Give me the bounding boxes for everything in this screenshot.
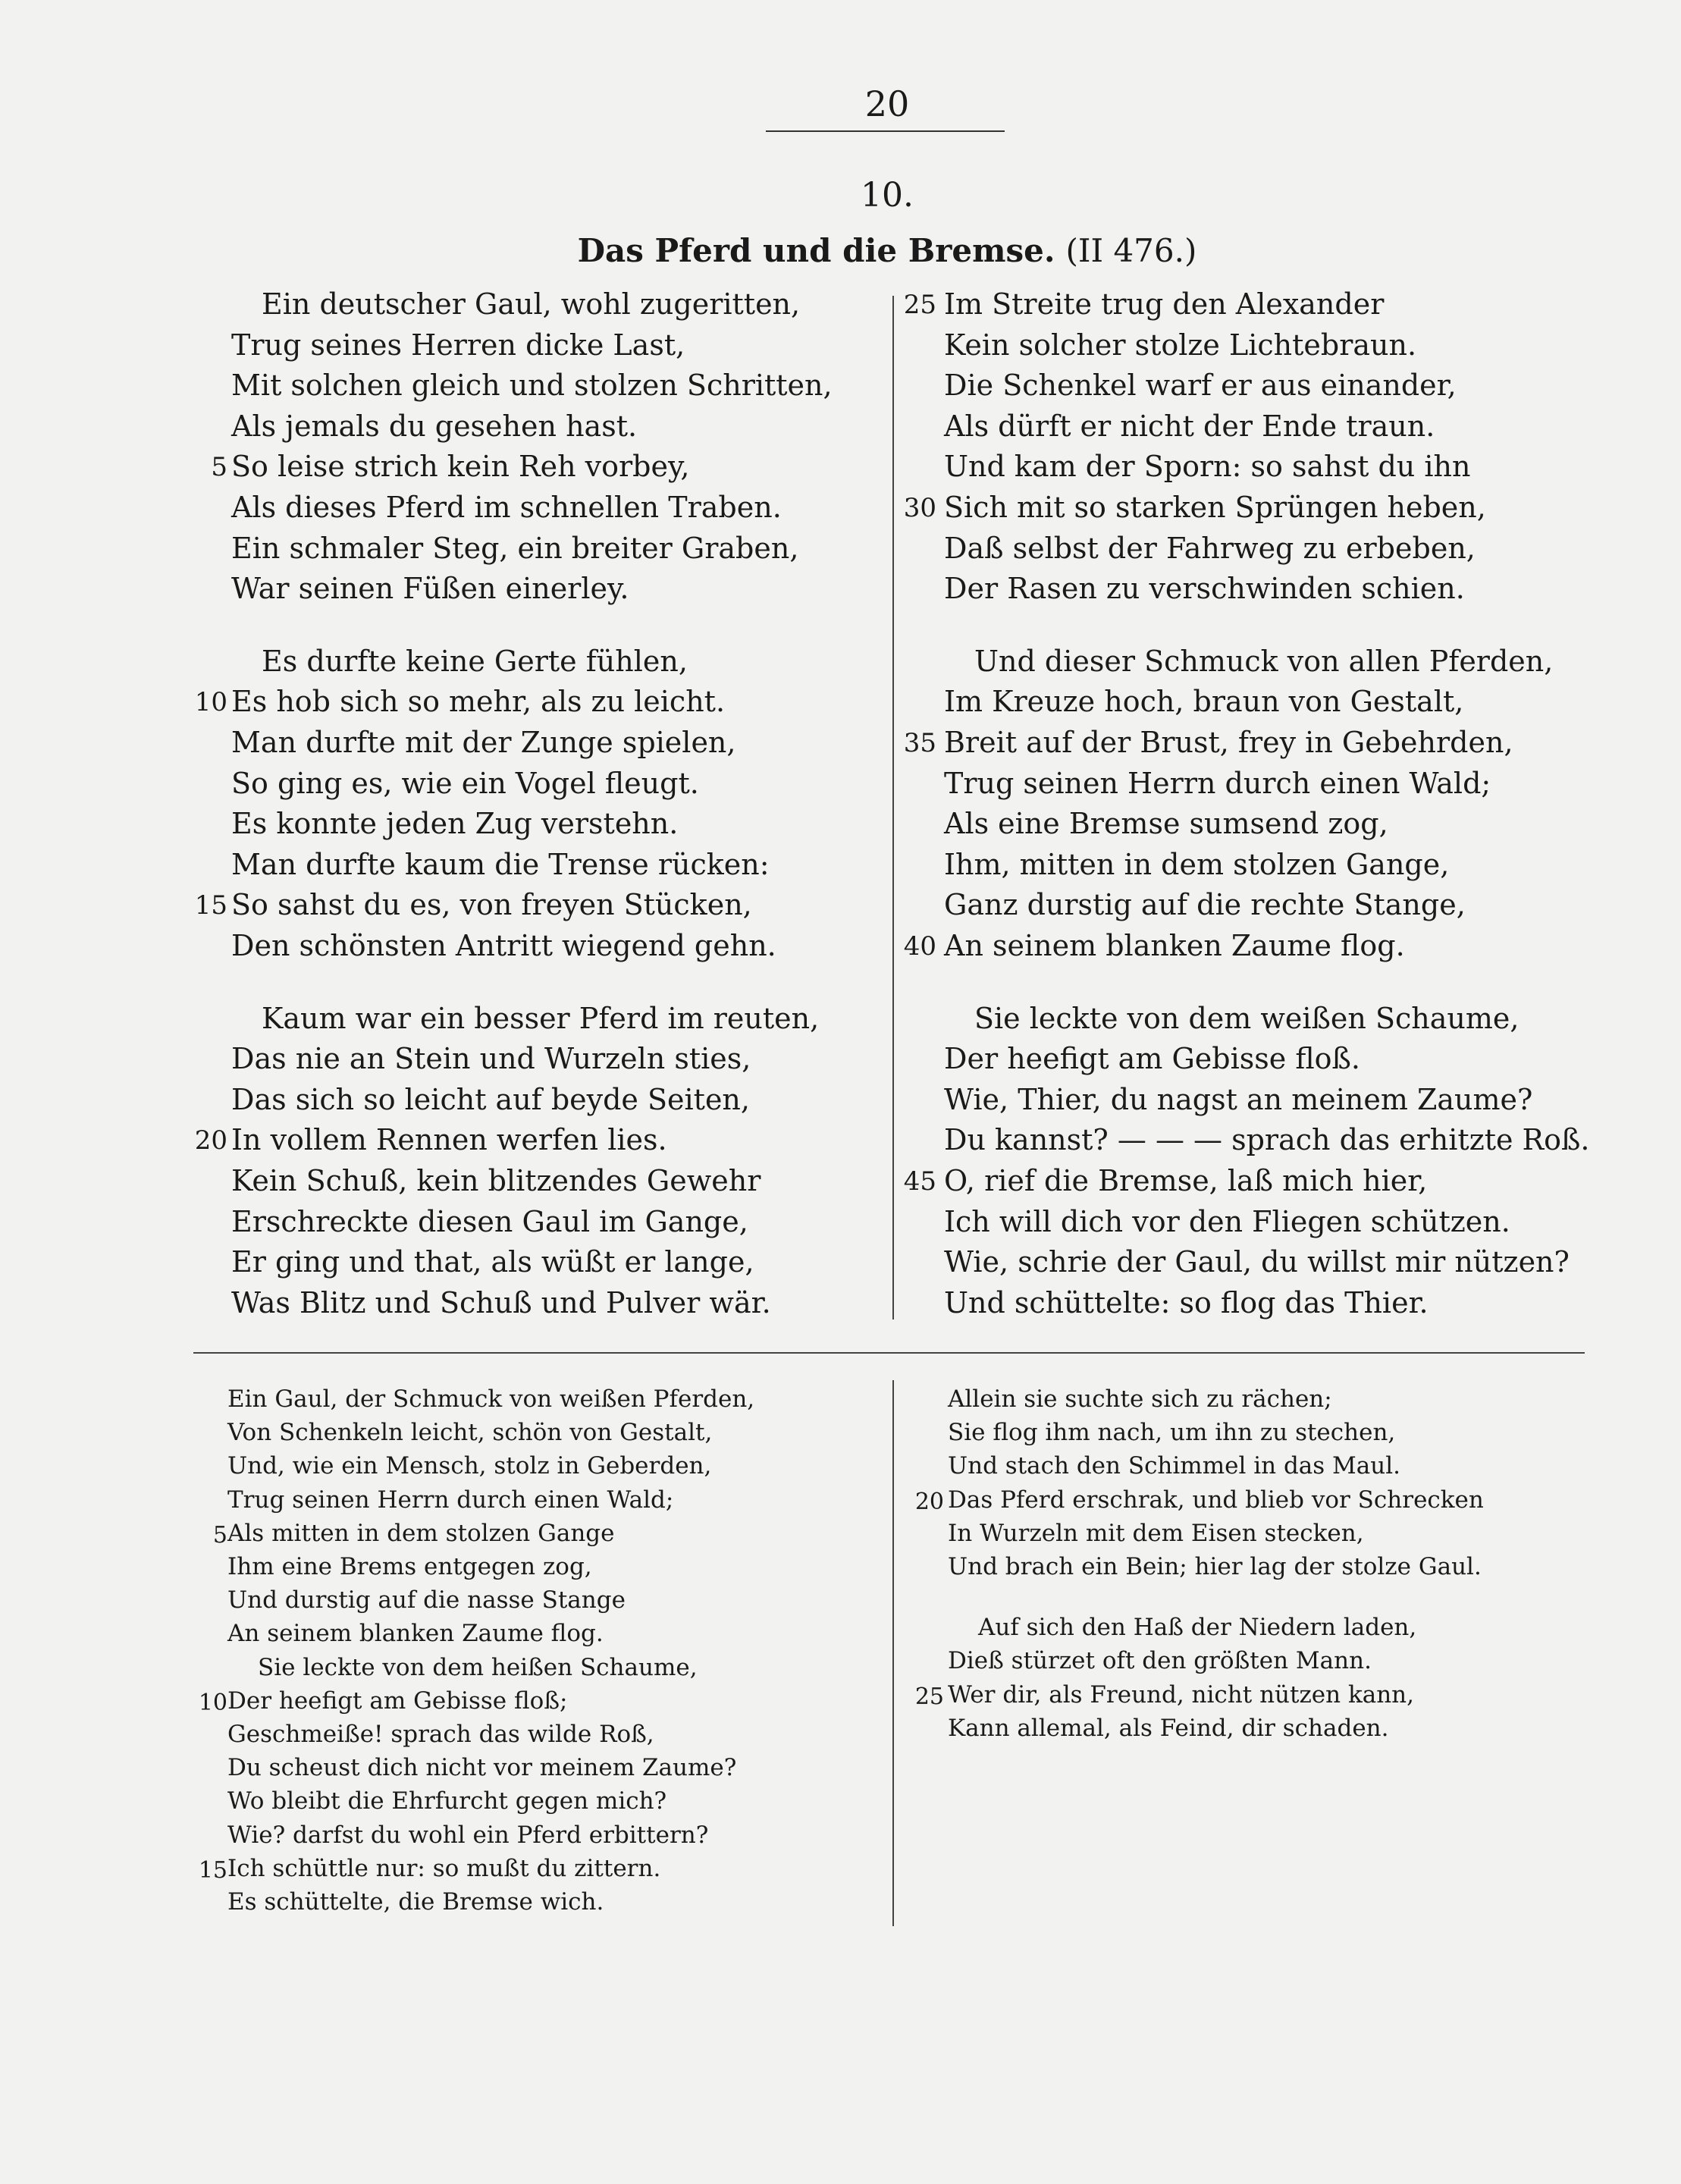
line-number: 10 xyxy=(198,1689,227,1716)
verse-line: Und brach ein Bein; hier lag der stolze Gaul. xyxy=(948,1553,1482,1580)
verse-line: Den schönsten Antritt wiegend gehn. xyxy=(231,929,776,962)
verse-line: Du scheust dich nicht vor meinem Zaume? xyxy=(227,1754,737,1782)
verse-line: Kein solcher stolze Lichtebraun. xyxy=(944,328,1417,362)
verse-line: Geschmeiße! sprach das wilde Roß, xyxy=(227,1721,654,1748)
verse-line: Auf sich den Haß der Niedern laden, xyxy=(978,1614,1417,1642)
verse-line: So leise strich kein Reh vorbey, xyxy=(231,450,690,484)
verse-line: Das nie an Stein und Wurzeln sties, xyxy=(231,1042,751,1076)
lower-column-divider xyxy=(892,1380,894,1926)
verse-line: Dieß stürzet oft den größten Mann. xyxy=(948,1647,1372,1675)
line-number: 25 xyxy=(903,290,936,320)
verse-line: Und durstig auf die nasse Stange xyxy=(227,1586,626,1614)
verse-line: Der heefigt am Gebisse floß; xyxy=(227,1687,568,1715)
verse-line: Ich schüttle nur: so mußt du zittern. xyxy=(227,1854,661,1882)
verse-line: Es schüttelte, die Bremse wich. xyxy=(227,1888,604,1916)
verse-line: Das Pferd erschrak, und blieb vor Schrecken xyxy=(948,1486,1484,1514)
line-number: 30 xyxy=(903,493,936,523)
line-number: 25 xyxy=(914,1683,944,1710)
line-number: 45 xyxy=(903,1166,936,1197)
page-number: 20 xyxy=(864,83,910,124)
verse-line: Kann allemal, als Feind, dir schaden. xyxy=(948,1714,1389,1742)
verse-line: Als dürft er nicht der Ende traun. xyxy=(944,409,1435,443)
verse-line: Breit auf der Brust, frey in Gebehrden, xyxy=(944,726,1513,759)
line-number: 20 xyxy=(914,1488,944,1515)
verse-line: Man durfte mit der Zunge spielen, xyxy=(231,726,736,759)
verse-line: Trug seinen Herrn durch einen Wald; xyxy=(944,766,1491,800)
verse-line: Im Kreuze hoch, braun von Gestalt, xyxy=(944,685,1464,719)
verse-line: In vollem Rennen werfen lies. xyxy=(231,1123,667,1157)
verse-line: An seinem blanken Zaume flog. xyxy=(944,929,1405,962)
line-number: 5 xyxy=(211,452,227,483)
verse-line: Und, wie ein Mensch, stolz in Geberden, xyxy=(227,1452,712,1480)
poem-title-text: Das Pferd und die Bremse. xyxy=(577,232,1055,269)
line-number: 15 xyxy=(198,1856,227,1884)
verse-line: So ging es, wie ein Vogel fleugt. xyxy=(231,766,699,800)
verse-line: Sie leckte von dem weißen Schaume, xyxy=(974,1001,1519,1035)
verse-line: Von Schenkeln leicht, schön von Gestalt, xyxy=(227,1419,713,1447)
verse-line: Als eine Bremse sumsend zog, xyxy=(944,807,1388,841)
verse-line: Wer dir, als Freund, nicht nützen kann, xyxy=(948,1680,1415,1709)
verse-line: Erschreckte diesen Gaul im Gange, xyxy=(231,1204,748,1238)
verse-line: Wo bleibt die Ehrfurcht gegen mich? xyxy=(227,1787,667,1815)
verse-line: Als mitten in dem stolzen Gange xyxy=(227,1519,615,1547)
verse-line: Ich will dich vor den Fliegen schützen. xyxy=(944,1204,1510,1238)
line-number: 5 xyxy=(212,1521,227,1549)
line-number: 35 xyxy=(903,728,936,758)
verse-line: Sie flog ihm nach, um ihn zu stechen, xyxy=(948,1419,1396,1447)
verse-line: Im Streite trug den Alexander xyxy=(944,287,1385,321)
verse-line: Und dieser Schmuck von allen Pferden, xyxy=(974,644,1554,678)
verse-line: So sahst du es, von freyen Stücken, xyxy=(231,888,752,922)
verse-line: Trug seinen Herrn durch einen Wald; xyxy=(227,1486,674,1514)
verse-line: Sich mit so starken Sprüngen heben, xyxy=(944,491,1486,524)
verse-line: Kein Schuß, kein blitzendes Gewehr xyxy=(231,1164,761,1197)
line-number: 15 xyxy=(194,890,227,921)
verse-line: Kaum war ein besser Pferd im reuten, xyxy=(262,1001,820,1035)
verse-line: Der heefigt am Gebisse floß. xyxy=(944,1042,1361,1076)
verse-line: An seinem blanken Zaume flog. xyxy=(227,1620,604,1648)
verse-line: Und kam der Sporn: so sahst du ihn xyxy=(944,450,1471,484)
verse-line: Ein schmaler Steg, ein breiter Graben, xyxy=(231,531,799,565)
verse-line: Der Rasen zu verschwinden schien. xyxy=(944,572,1465,606)
line-number: 20 xyxy=(194,1125,227,1156)
verse-line: Trug seines Herren dicke Last, xyxy=(231,328,685,362)
verse-line: Es durfte keine Gerte fühlen, xyxy=(262,644,688,678)
poem-title-ref: (II 476.) xyxy=(1065,232,1197,269)
verse-line: Ihm, mitten in dem stolzen Gange, xyxy=(944,847,1450,881)
verse-line: Es hob sich so mehr, als zu leicht. xyxy=(231,685,726,719)
verse-line: Und stach den Schimmel in das Maul. xyxy=(948,1452,1400,1480)
verse-line: Ganz durstig auf die rechte Stange, xyxy=(944,888,1466,922)
verse-line: Allein sie suchte sich zu rächen; xyxy=(948,1385,1332,1413)
header-rule xyxy=(766,130,1005,132)
verse-line: Sie leckte von dem heißen Schaume, xyxy=(258,1653,698,1681)
verse-line: Als dieses Pferd im schnellen Traben. xyxy=(231,491,782,524)
verse-line: Du kannst? — — — sprach das erhitzte Roß. xyxy=(944,1123,1590,1157)
verse-line: Als jemals du gesehen hast. xyxy=(231,409,638,443)
upper-column-divider xyxy=(892,296,894,1320)
section-divider xyxy=(193,1352,1585,1354)
verse-line: Mit solchen gleich und stolzen Schritten, xyxy=(231,369,833,403)
verse-line: Und schüttelte: so flog das Thier. xyxy=(944,1285,1429,1320)
verse-line: Ein deutscher Gaul, wohl zugeritten, xyxy=(262,287,801,321)
verse-line: Das sich so leicht auf beyde Seiten, xyxy=(231,1082,750,1116)
verse-line: Die Schenkel warf er aus einander, xyxy=(944,369,1457,403)
verse-line: Er ging und that, als wüßt er lange, xyxy=(231,1245,754,1279)
verse-line: Was Blitz und Schuß und Pulver wär. xyxy=(231,1285,771,1320)
line-number: 40 xyxy=(903,931,936,962)
verse-line: Man durfte kaum die Trense rücken: xyxy=(231,847,770,881)
verse-line: Wie, Thier, du nagst an meinem Zaume? xyxy=(944,1082,1533,1116)
verse-line: Es konnte jeden Zug verstehn. xyxy=(231,807,679,841)
verse-line: Daß selbst der Fahrweg zu erbeben, xyxy=(944,531,1476,565)
verse-line: War seinen Füßen einerley. xyxy=(231,572,629,606)
verse-line: Wie? darfst du wohl ein Pferd erbittern? xyxy=(227,1821,709,1849)
verse-line: In Wurzeln mit dem Eisen stecken, xyxy=(948,1519,1364,1547)
poem-title xyxy=(379,232,1395,269)
verse-line: Ein Gaul, der Schmuck von weißen Pferden, xyxy=(227,1385,755,1413)
verse-line: Wie, schrie der Gaul, du willst mir nützen? xyxy=(944,1245,1570,1279)
verse-line: O, rief die Bremse, laß mich hier, xyxy=(944,1164,1428,1197)
verse-line: Ihm eine Brems entgegen zog, xyxy=(227,1553,592,1580)
poem-number: 10. xyxy=(861,176,914,215)
line-number: 10 xyxy=(194,687,227,718)
